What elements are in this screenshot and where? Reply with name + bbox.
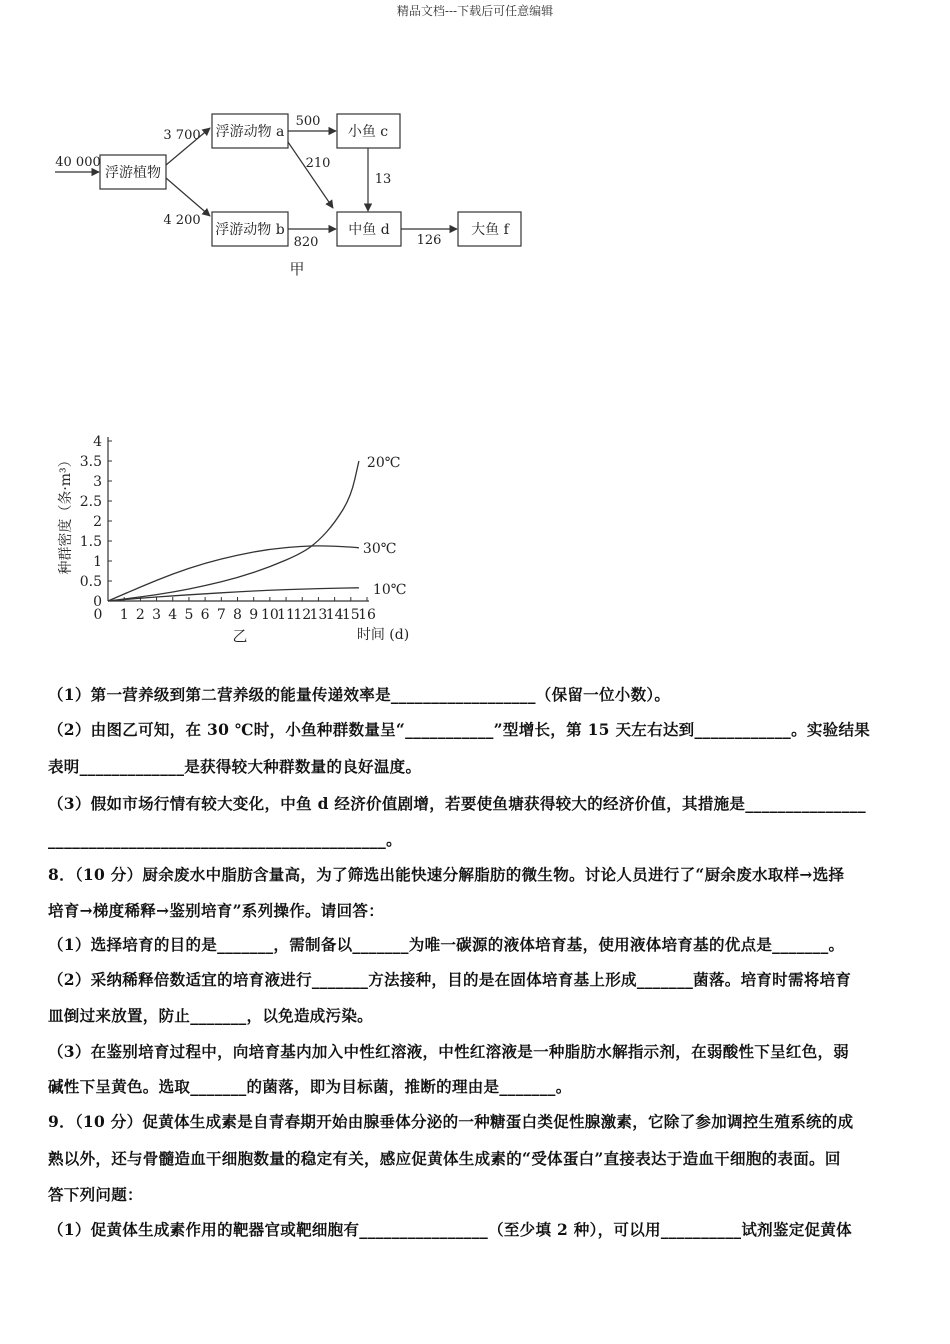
chart-y-tick-label: 3 (93, 474, 102, 490)
chart-series-label: 10℃ (372, 581, 407, 598)
chart-x-tick-label: 2 (135, 607, 145, 623)
chart-x-tick-label: 3 (152, 607, 162, 623)
question-8-3-line1: （3）在鉴别培育过程中，向培育基内加入中性红溶液，中性红溶液是一种脂肪水解指示剂，在弱酸性下呈红色，弱 (48, 1042, 850, 1061)
question-7-1: （1）第一营养级到第二营养级的能量传递效率是__________________（保留一位小数）。 (48, 685, 671, 704)
chart-series-label: 20℃ (366, 455, 401, 471)
chart-x-tick-label: 9 (249, 607, 259, 623)
label-zoo-a: 浮游动物 a (215, 124, 285, 140)
question-7-2-line2: 表明_____________是获得较大种群数量的良好温度。 (48, 757, 422, 776)
chart-x-axis-label: 时间 (d) (356, 627, 410, 643)
chart-series-line (108, 588, 359, 601)
chart-y-tick-label: 1 (93, 554, 102, 570)
question-9-line2: 熟以外，还与骨髓造血干细胞数量的稳定有关，感应促黄体生成素的“受体蛋白”直接表达于造血干细胞的表面。回 (48, 1149, 841, 1168)
question-8-1: （1）选择培育的目的是_______，需制备以_______为唯一碳源的液体培育基，使用液体培育基的优点是_______。 (48, 935, 845, 954)
chart-x-tick-label: 1 (119, 607, 129, 623)
chart-series-line (108, 461, 359, 601)
question-9-line3: 答下列问题： (48, 1185, 143, 1204)
chart-x-tick-label: 15 (341, 607, 360, 623)
chart-x-tick-label: 0 (93, 607, 103, 623)
edge-plant-b-value: 4 200 (163, 213, 201, 228)
label-big-fish: 大鱼 f (471, 222, 509, 238)
chart-y-tick-label: 0.5 (79, 574, 102, 590)
chart-y-tick-label: 0 (93, 594, 102, 610)
chart-x-tick-label: 8 (233, 607, 242, 623)
chart-x-tick-label: 16 (358, 607, 376, 623)
chart-y-tick-label: 1.5 (79, 534, 102, 550)
label-mid-fish: 中鱼 d (348, 222, 390, 238)
label-zoo-b: 浮游动物 b (215, 222, 285, 238)
chart-y-tick-label: 2 (93, 514, 102, 530)
question-8-3-line2: 碱性下呈黄色。选取_______的菌落，即为目标菌，推断的理由是_______。 (48, 1077, 572, 1096)
chart-x-tick-label: 7 (216, 607, 226, 623)
label-small-fish: 小鱼 c (347, 124, 389, 140)
page-header: 精品文档---下载后可任意编辑 (396, 4, 554, 18)
chart-y-tick-label: 3.5 (79, 454, 102, 470)
chart-x-tick-label: 4 (168, 607, 178, 623)
figure-caption-jia: 甲 (289, 260, 305, 278)
question-9-1: （1）促黄体生成素作用的靶器官或靶细胞有________________（至少填 2 种），可以用__________试剂鉴定促黄体 (48, 1220, 852, 1239)
edge-c-d-value: 13 (374, 172, 392, 187)
figure-caption-yi: 乙 (232, 627, 248, 645)
question-8-2-line2: 皿倒过来放置，防止_______，以免造成污染。 (48, 1006, 373, 1025)
chart-y-tick-label: 2.5 (79, 494, 102, 510)
question-8-line2: 培育→梯度稀释→鉴别培育”系列操作。请回答： (48, 901, 384, 920)
question-8-line1: 8．（10 分）厨余废水中脂肪含量高，为了筛选出能快速分解脂肪的微生物。讨论人员进行了“厨余废水取样→选择 (48, 865, 845, 884)
chart-series-line (108, 546, 359, 601)
chart-x-tick-label: 10 (260, 607, 279, 623)
question-7-3-line2: __________________________________________。 (48, 830, 402, 849)
question-8-2-line1: （2）采纳稀释倍数适宜的培育液进行_______方法接种，目的是在固体培育基上形成_______菌落。培育时需将培育 (48, 970, 852, 989)
chart-x-tick-label: 11 (277, 607, 295, 623)
edge-a-d-value: 210 (305, 156, 331, 171)
edge-plant-a-value: 3 700 (163, 128, 201, 143)
chart-x-tick-label: 5 (184, 607, 194, 623)
chart-x-tick-label: 13 (309, 607, 328, 623)
question-7-3-line1: （3）假如市场行情有较大变化，中鱼 d 经济价值剧增，若要使鱼塘获得较大的经济价值，其措施是_______________ (48, 794, 866, 813)
chart-y-tick-label: 4 (93, 434, 102, 450)
label-plankton-plant: 浮游植物 (105, 165, 161, 181)
chart-series-label: 30℃ (362, 540, 397, 557)
edge-b-d-value: 820 (293, 235, 319, 250)
chart-x-tick-label: 12 (293, 607, 312, 623)
chart-y-axis-label: 种群密度（条·m³） (58, 453, 74, 575)
chart-x-tick-label: 14 (325, 607, 344, 623)
question-7-2-line1: （2）由图乙可知，在 30 ℃时，小鱼种群数量呈“___________”型增长，第 15 天左右达到____________。实验结果 (48, 720, 871, 739)
question-9-line1: 9．（10 分）促黄体生成素是自青春期开始由腺垂体分泌的一种糖蛋白类促性腺激素，它除了参加调控生殖系统的成 (48, 1112, 854, 1131)
edge-d-f-value: 126 (416, 233, 442, 248)
population-chart (0, 0, 950, 660)
chart-x-tick-label: 6 (200, 607, 210, 623)
edge-input-value: 40 000 (55, 155, 101, 170)
edge-a-c-value: 500 (295, 114, 321, 129)
